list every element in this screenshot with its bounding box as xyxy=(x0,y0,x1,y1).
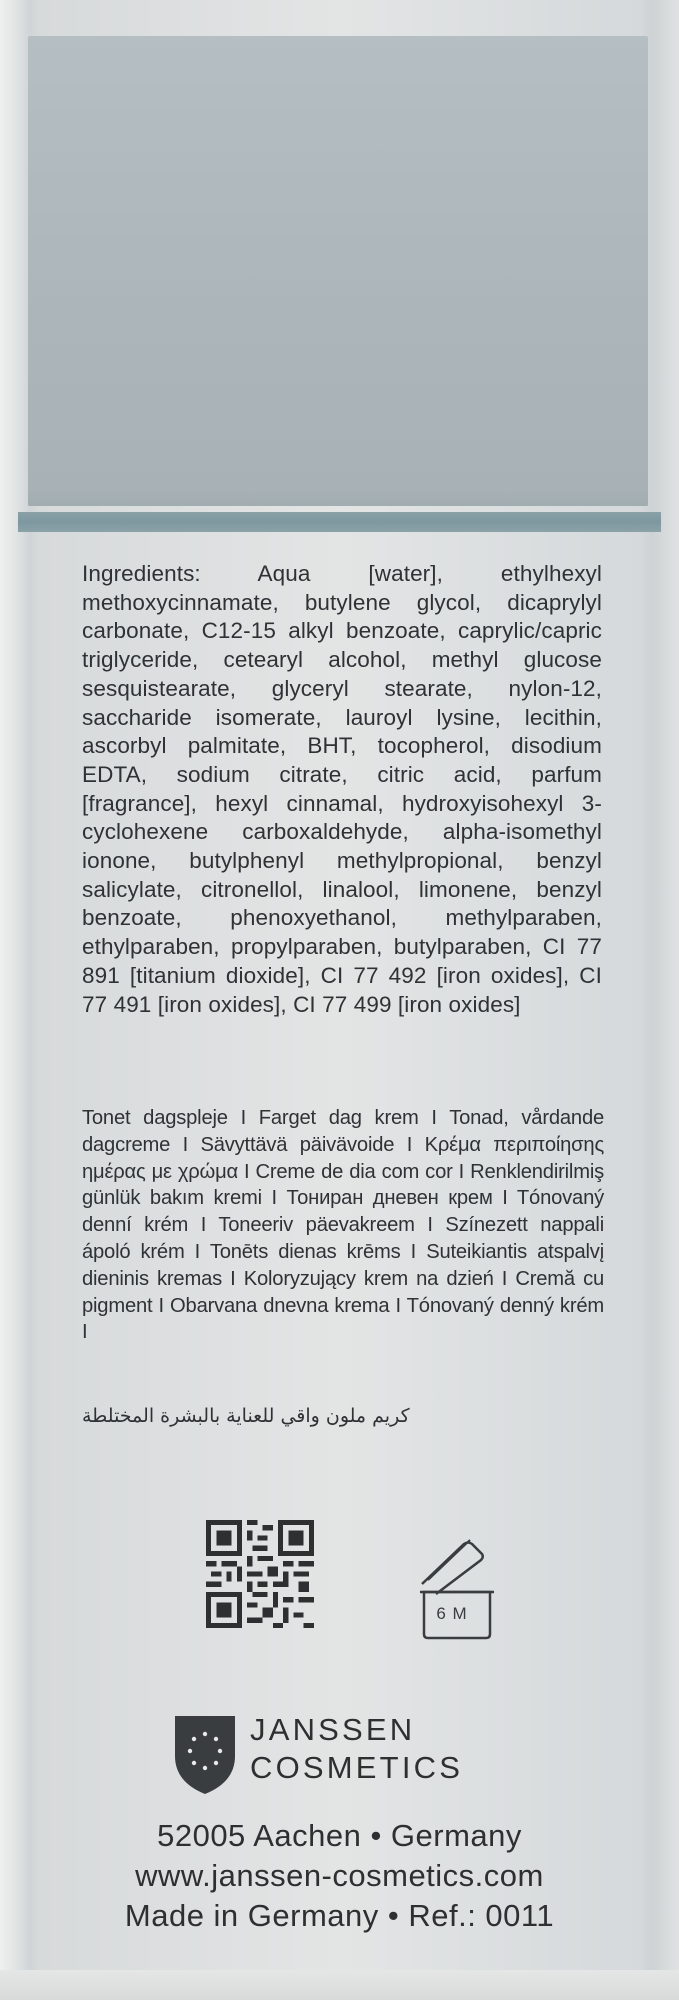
blue-stripe xyxy=(18,512,661,532)
janssen-crest-icon xyxy=(170,1712,240,1796)
qr-code-icon xyxy=(206,1520,314,1628)
arabic-product-name: كريم ملون واقي للعناية بالبشرة المختلطة xyxy=(82,1405,410,1427)
pao-label: 6 M xyxy=(436,1604,468,1623)
brand-name-line2: COSMETICS xyxy=(250,1750,464,1785)
product-names-multilingual: Tonet dagspleje I Farget dag krem I Tonad, vårdande dagcreme I Sävyttävä päivävoide I Κρέμα περιποίησης ημέρας με χρώμα I Creme de dia com cor I Renklendirilmiş günlük bakım kremi I Тониран дневен крем I Tónovaný denní krém I Toneeriv päevakreem I Színezett nappali ápoló krém I Tonēts dienas krēms I Suteikiantis atspalvį dieninis kremas I Koloryzujący krem na dzień I Cremă cu pigment I Obarvana dnevna krema I Tónovaný denný krém I xyxy=(82,1107,604,1344)
ingredients-text: Ingredients: Aqua [water], ethylhexyl methoxycinnamate, butylene glycol, dicaprylyl carbonate, C12-15 alkyl benzoate, caprylic/capric triglyceride, cetearyl alcohol, methyl glucose sesquistearate, glyceryl stearate, nylon-12, saccharide isomerate, lauroyl lysine, lecithin, ascorbyl palmitate, BHT, tocopherol, disodium EDTA, sodium citrate, citric acid, parfum [fragrance], hexyl cinnamal, hydroxyisohexyl 3-cyclohexene carboxaldehyde, alpha-isomethyl ionone, butylphenyl methylpropional, benzyl salicylate, citronellol, linalool, limonene, benzyl benzoate, phenoxyethanol, methylparaben, ethylparaben, propylparaben, butylparaben, CI 77 891 [titanium dioxide], CI 77 492 [iron oxides], CI 77 491 [iron oxides], CI 77 499 [iron oxides] xyxy=(82,561,602,1017)
address-made-in: Made in Germany • Ref.: 0011 xyxy=(124,1898,555,1933)
open-jar-pao-icon xyxy=(402,1534,512,1640)
ingredients-block xyxy=(82,560,602,1019)
top-gray-panel xyxy=(28,36,648,506)
brand-name-line1: JANSSEN xyxy=(250,1712,416,1747)
address-website: www.janssen-cosmetics.com xyxy=(135,1858,544,1893)
package-bottom-edge xyxy=(0,1970,679,2000)
address-city: 52005 Aachen • Germany xyxy=(157,1818,522,1853)
